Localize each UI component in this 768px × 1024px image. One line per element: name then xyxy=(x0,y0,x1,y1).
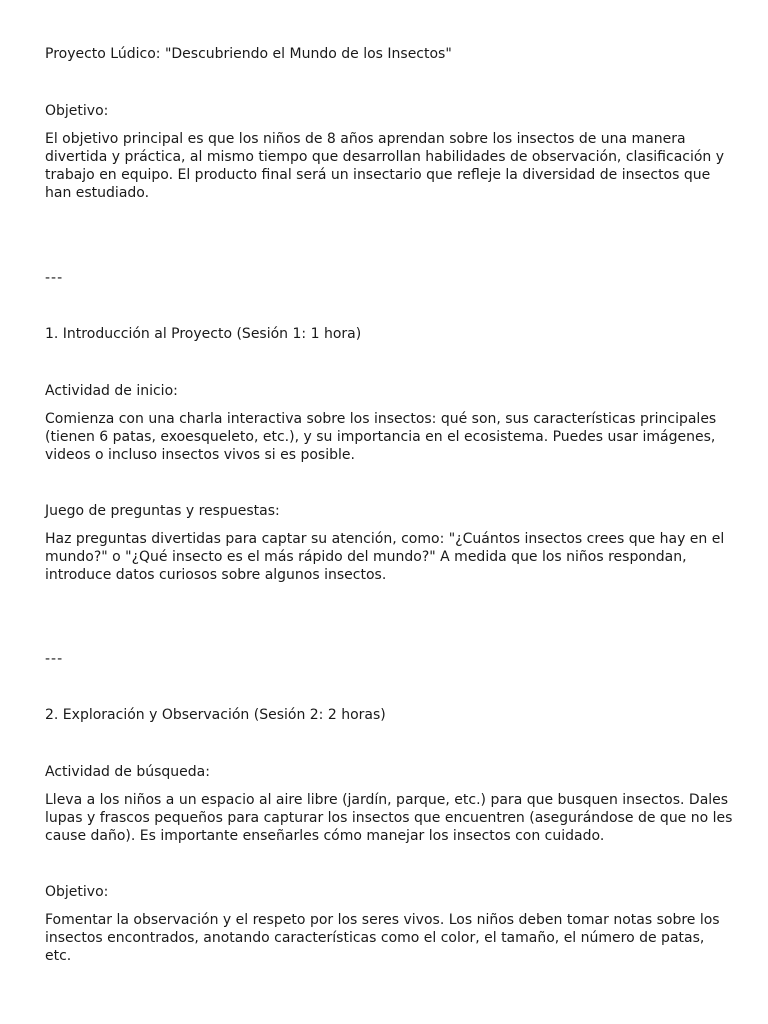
section-1-game-heading: Juego de preguntas y respuestas: xyxy=(45,503,280,519)
separator: --- xyxy=(45,270,64,286)
section-1-activity-heading: Actividad de inicio: xyxy=(45,383,178,399)
section-2-objective-heading: Objetivo: xyxy=(45,884,109,900)
section-1-game-paragraph: Haz preguntas divertidas para captar su atención, como: "¿Cuántos insectos crees que hay en el mundo?" o "¿Qué insecto es el más rápido del mundo?" A medida que los niños respondan, introduce datos curiosos sobre algunos insectos. xyxy=(45,531,725,583)
document-title: Proyecto Lúdico: "Descubriendo el Mundo de los Insectos" xyxy=(45,46,452,62)
objective-paragraph: El objetivo principal es que los niños de 8 años aprendan sobre los insectos de una manera divertida y práctica, al mismo tiempo que desarrollan habilidades de observación, clasificación y trabajo en equipo. El producto final será un insectario que refleje la diversidad de insectos que han estudiado. xyxy=(45,131,725,201)
section-1-heading: 1. Introducción al Proyecto (Sesión 1: 1 hora) xyxy=(45,326,362,342)
section-1-activity-paragraph: Comienza con una charla interactiva sobre los insectos: qué son, sus características principales (tienen 6 patas, exoesqueleto, etc.), y su importancia en el ecosistema. Puedes usar imágenes, videos o incluso insectos vivos si es posible. xyxy=(45,411,717,463)
objective-heading: Objetivo: xyxy=(45,103,109,119)
section-2-objective-paragraph: Fomentar la observación y el respeto por los seres vivos. Los niños deben tomar notas sobre los insectos encontrados, anotando características como el color, el tamaño, el número de patas, etc. xyxy=(45,912,720,964)
section-2-heading: 2. Exploración y Observación (Sesión 2: 2 horas) xyxy=(45,707,386,723)
section-2-activity-heading: Actividad de búsqueda: xyxy=(45,764,210,780)
section-2-activity-paragraph: Lleva a los niños a un espacio al aire libre (jardín, parque, etc.) para que busquen insectos. Dales lupas y frascos pequeños para capturar los insectos que encuentren (asegurándose de que no les cause daño). Es importante enseñarles cómo manejar los insectos con cuidado. xyxy=(45,792,733,844)
separator: --- xyxy=(45,651,64,667)
